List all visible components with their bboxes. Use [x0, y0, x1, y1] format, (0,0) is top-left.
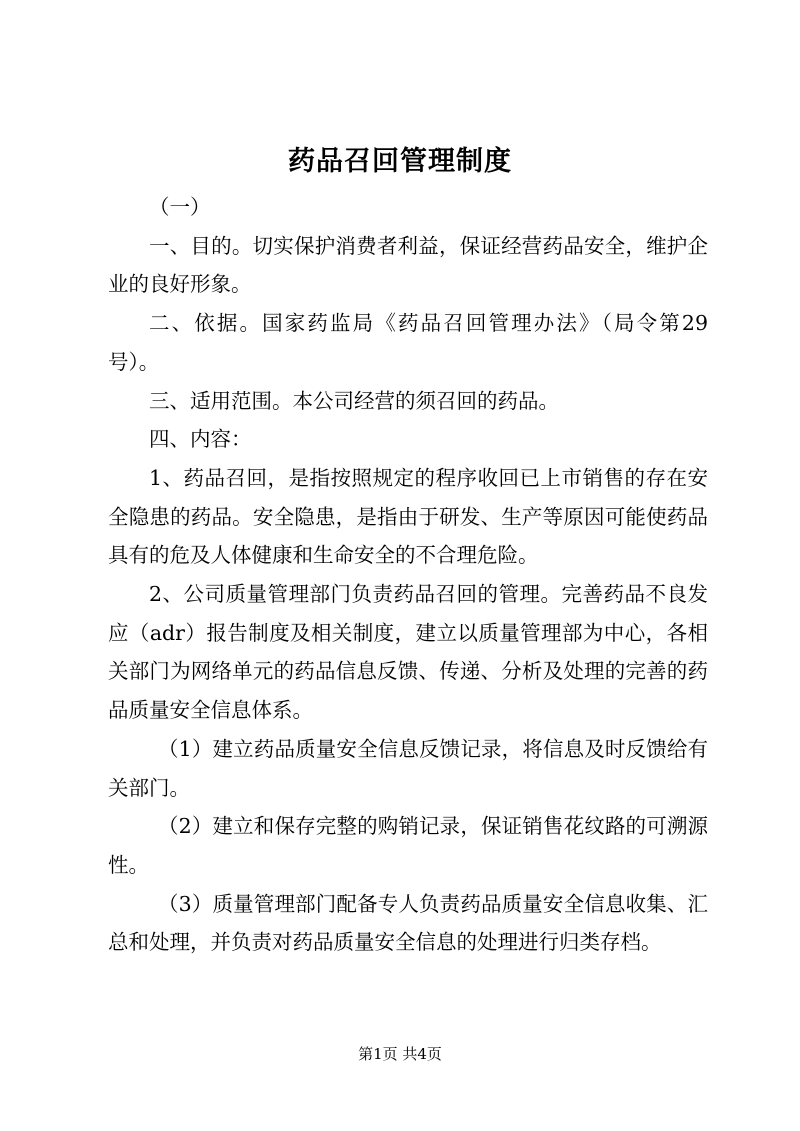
paragraph-subitem-1: （1）建立药品质量安全信息反馈记录，将信息及时反馈给有关部门。: [108, 736, 708, 800]
paragraph-basis: 二、依据。国家药监局《药品召回管理办法》（局令第29号）。: [108, 311, 708, 374]
paragraph-subitem-3: （3）质量管理部门配备专人负责药品质量安全信息收集、汇总和处理，并负责对药品质量安全信息的处理进行归类存档。: [108, 891, 708, 955]
section-marker: （一）: [149, 195, 211, 219]
paragraph-scope: 三、适用范围。本公司经营的须召回的药品。: [149, 388, 559, 413]
paragraph-content-heading: 四、内容：: [149, 427, 252, 452]
paragraph-subitem-2: （2）建立和保存完整的购销记录，保证销售花纹路的可溯源性。: [108, 814, 708, 877]
paragraph-purpose: 一、目的。切实保护消费者利益，保证经营药品安全，维护企业的良好形象。: [108, 233, 708, 297]
document-body: [108, 188, 708, 962]
paragraph-item-2: 2、公司质量管理部门负责药品召回的管理。完善药品不良发应（adr）报告制度及相关制度，建立以质量管理部为中心，各相关部门为网络单元的药品信息反馈、传递、分析及处理的完善的药品质量安全信息体系。: [108, 582, 708, 723]
paragraph-item-1: 1、药品召回，是指按照规定的程序收回已上市销售的存在安全隐患的药品。安全隐患，是指由于研发、生产等原因可能使药品具有的危及人体健康和生命安全的不合理危险。: [108, 465, 708, 568]
page-footer: 第1页 共4页: [358, 1045, 442, 1063]
document-title: 药品召回管理制度: [288, 146, 512, 177]
